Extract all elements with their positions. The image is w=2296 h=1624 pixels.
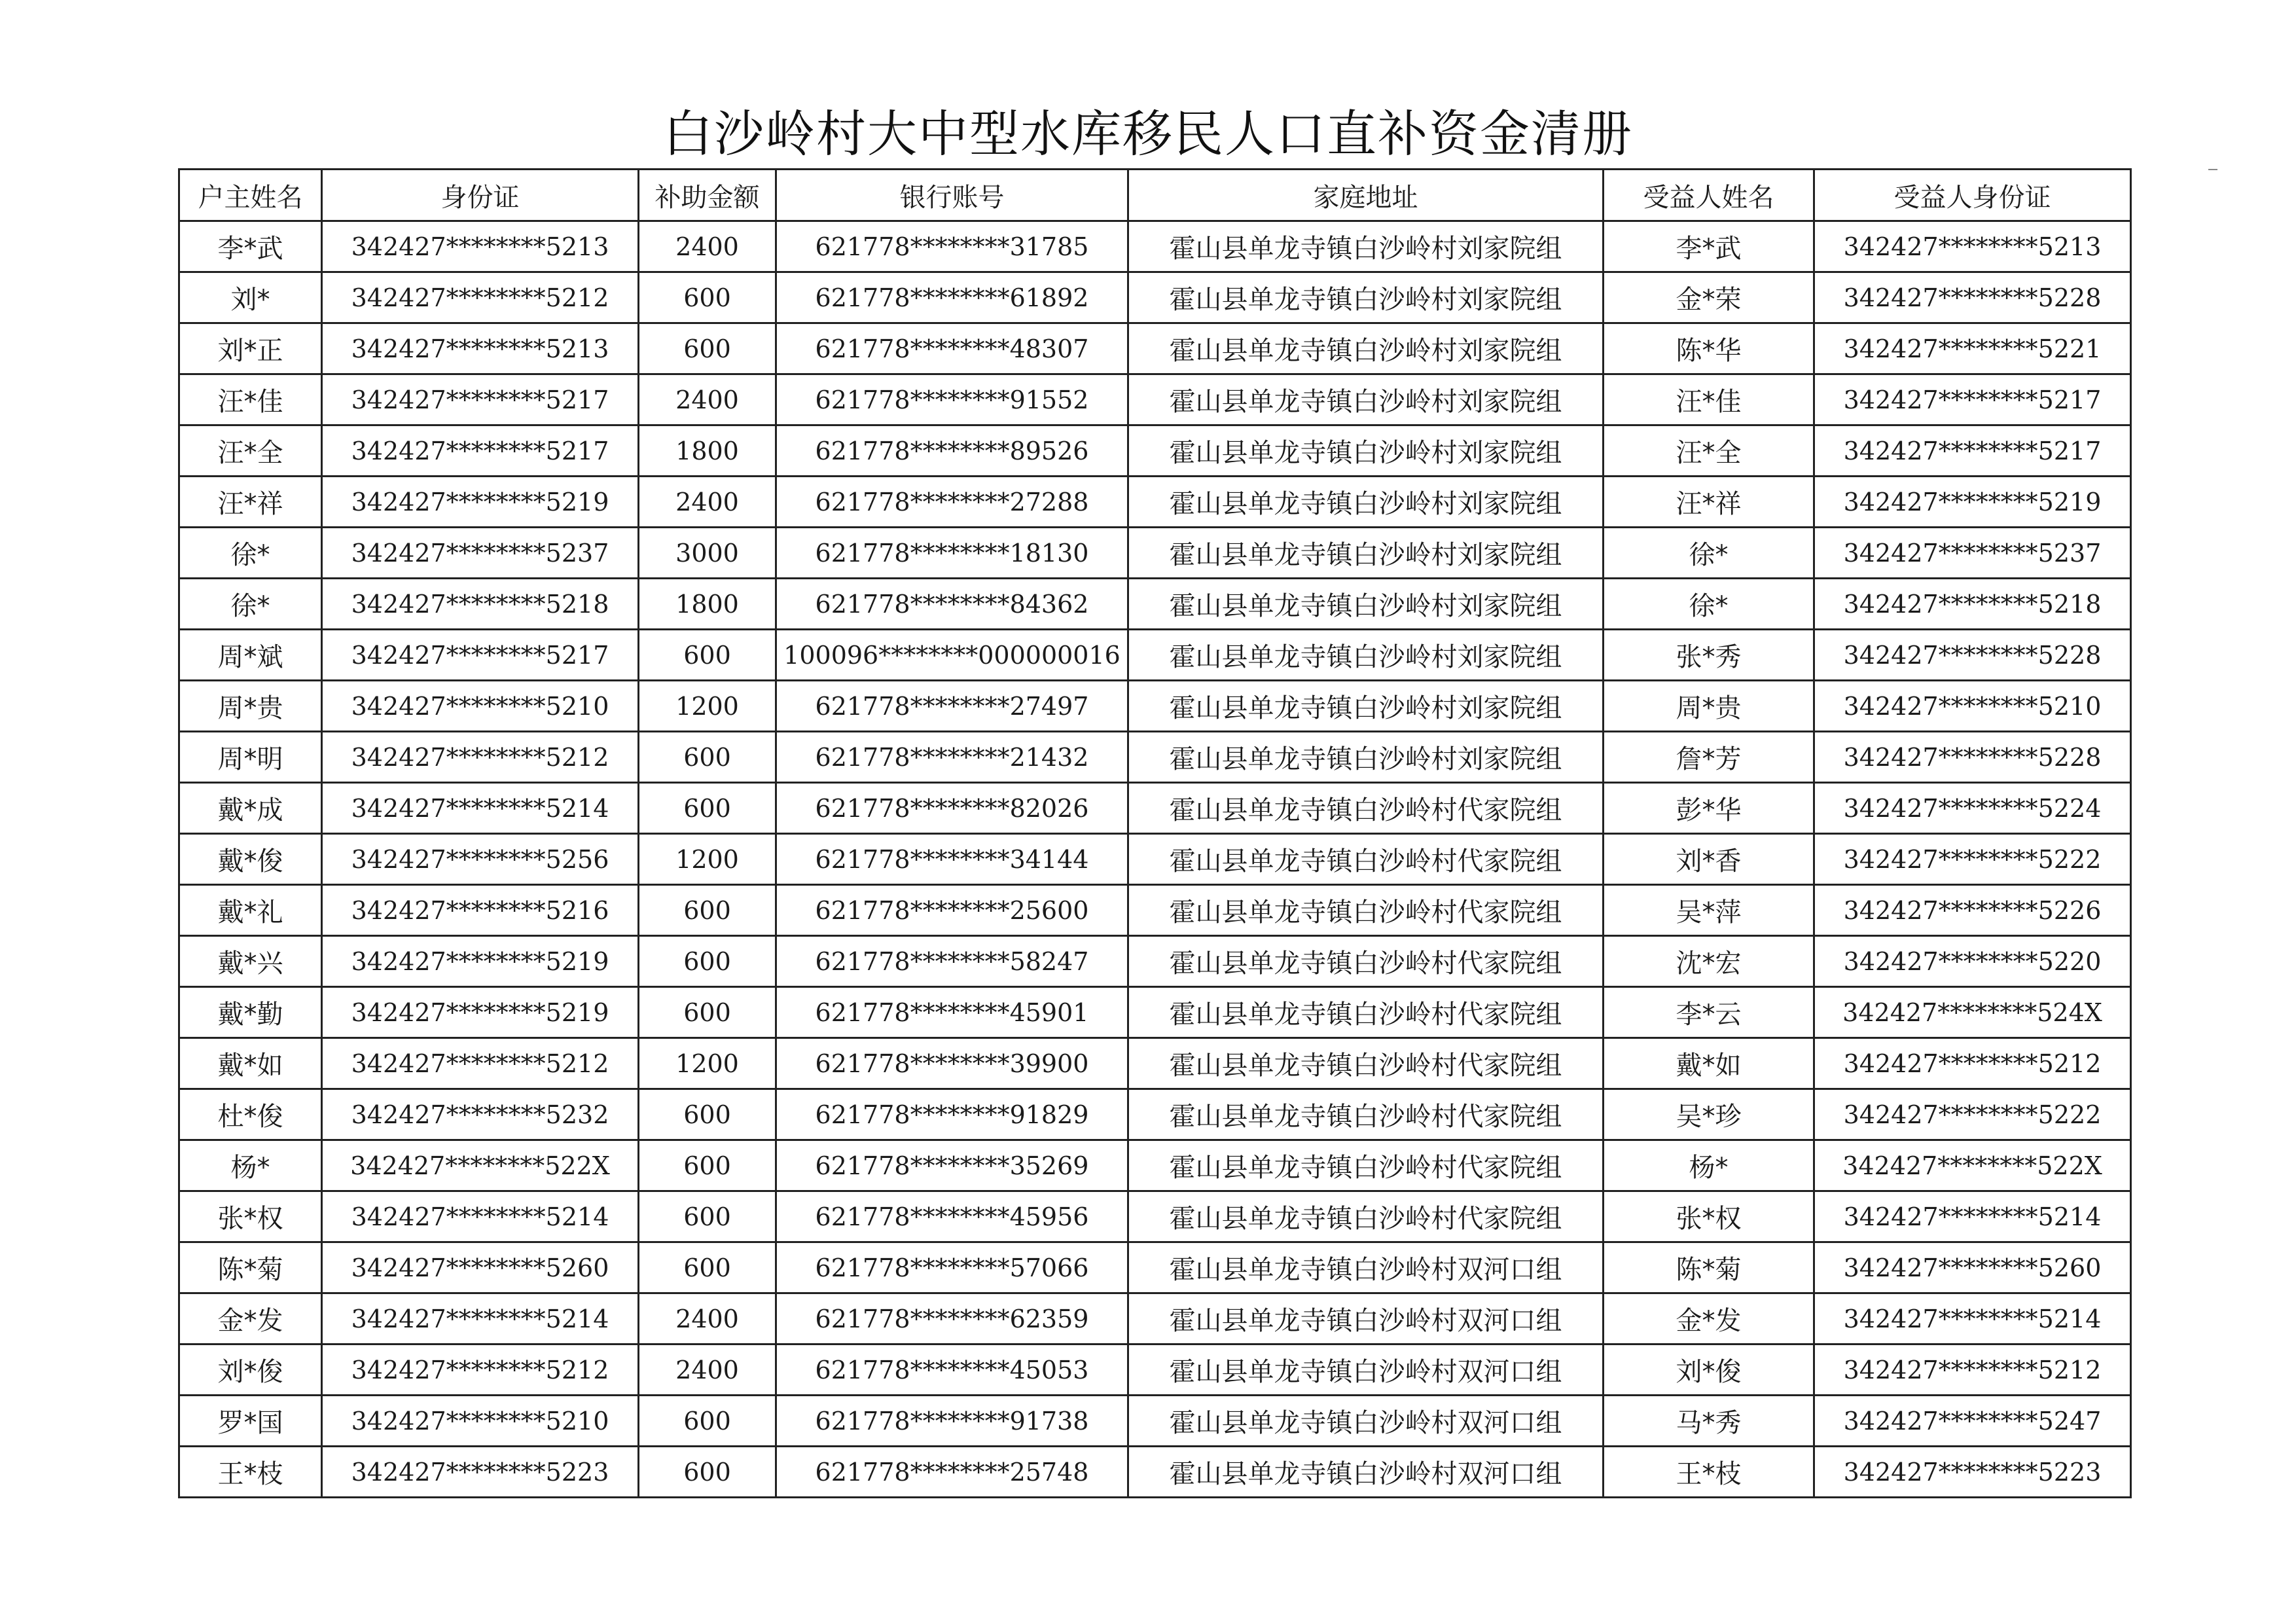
beneficiary-name-cell: 汪*祥: [1604, 477, 1814, 528]
table-row: [179, 936, 2131, 987]
id-number-cell: 342427********5212: [322, 1344, 639, 1396]
home-address-cell: 霍山县单龙寺镇白沙岭村刘家院组: [1128, 374, 1604, 425]
table-row: [179, 374, 2131, 425]
id-number-cell: 342427********5256: [322, 834, 639, 885]
table-row: [179, 1396, 2131, 1447]
beneficiary-id-cell: 342427********5220: [1814, 936, 2131, 987]
beneficiary-id-cell: 342427********5224: [1814, 783, 2131, 834]
bank-account-cell: 621778********45956: [776, 1191, 1128, 1242]
subsidy-amount-cell: 2400: [639, 221, 776, 272]
household-name-cell: 戴*俊: [179, 834, 322, 885]
home-address-cell: 霍山县单龙寺镇白沙岭村刘家院组: [1128, 425, 1604, 477]
beneficiary-id-cell: 342427********5217: [1814, 374, 2131, 425]
id-number-cell: 342427********5213: [322, 323, 639, 374]
id-number-cell: 342427********5214: [322, 783, 639, 834]
home-address-cell: 霍山县单龙寺镇白沙岭村刘家院组: [1128, 579, 1604, 630]
scan-edge-mark: [2208, 169, 2217, 170]
subsidy-amount-cell: 600: [639, 1447, 776, 1498]
beneficiary-name-cell: 汪*佳: [1604, 374, 1814, 425]
id-number-cell: 342427********5214: [322, 1293, 639, 1344]
beneficiary-id-cell: 342427********5218: [1814, 579, 2131, 630]
bank-account-cell: 621778********91552: [776, 374, 1128, 425]
bank-account-cell: 621778********58247: [776, 936, 1128, 987]
beneficiary-id-cell: 342427********5222: [1814, 834, 2131, 885]
table-row: [179, 579, 2131, 630]
bank-account-cell: 621778********82026: [776, 783, 1128, 834]
home-address-cell: 霍山县单龙寺镇白沙岭村代家院组: [1128, 834, 1604, 885]
id-number-cell: 342427********5217: [322, 425, 639, 477]
table-row: [179, 1242, 2131, 1293]
household-name-cell: 周*斌: [179, 630, 322, 681]
home-address-cell: 霍山县单龙寺镇白沙岭村刘家院组: [1128, 528, 1604, 579]
home-address-cell: 霍山县单龙寺镇白沙岭村双河口组: [1128, 1396, 1604, 1447]
home-address-cell: 霍山县单龙寺镇白沙岭村刘家院组: [1128, 323, 1604, 374]
beneficiary-id-cell: 342427********5223: [1814, 1447, 2131, 1498]
id-number-cell: 342427********5216: [322, 885, 639, 936]
subsidy-amount-cell: 2400: [639, 1293, 776, 1344]
table-row: [179, 885, 2131, 936]
home-address-cell: 霍山县单龙寺镇白沙岭村双河口组: [1128, 1447, 1604, 1498]
bank-account-cell: 621778********25600: [776, 885, 1128, 936]
beneficiary-id-cell: 342427********5219: [1814, 477, 2131, 528]
beneficiary-id-cell: 342427********5213: [1814, 221, 2131, 272]
beneficiary-id-cell: 342427********5226: [1814, 885, 2131, 936]
beneficiary-name-cell: 詹*芳: [1604, 732, 1814, 783]
beneficiary-name-cell: 杨*: [1604, 1140, 1814, 1191]
header-bank-account: 银行账号: [776, 170, 1128, 221]
household-name-cell: 金*发: [179, 1293, 322, 1344]
beneficiary-name-cell: 刘*香: [1604, 834, 1814, 885]
id-number-cell: 342427********5260: [322, 1242, 639, 1293]
table-row: [179, 1293, 2131, 1344]
beneficiary-name-cell: 沈*宏: [1604, 936, 1814, 987]
household-name-cell: 汪*全: [179, 425, 322, 477]
id-number-cell: 342427********5212: [322, 732, 639, 783]
household-name-cell: 戴*如: [179, 1038, 322, 1089]
bank-account-cell: 621778********31785: [776, 221, 1128, 272]
beneficiary-id-cell: 342427********5214: [1814, 1293, 2131, 1344]
bank-account-cell: 621778********45053: [776, 1344, 1128, 1396]
bank-account-cell: 621778********35269: [776, 1140, 1128, 1191]
beneficiary-name-cell: 张*权: [1604, 1191, 1814, 1242]
beneficiary-name-cell: 金*发: [1604, 1293, 1814, 1344]
beneficiary-name-cell: 吴*珍: [1604, 1089, 1814, 1140]
household-name-cell: 刘*: [179, 272, 322, 323]
subsidy-amount-cell: 2400: [639, 374, 776, 425]
beneficiary-name-cell: 李*云: [1604, 987, 1814, 1038]
table-row: [179, 834, 2131, 885]
beneficiary-id-cell: 342427********5212: [1814, 1038, 2131, 1089]
household-name-cell: 刘*俊: [179, 1344, 322, 1396]
beneficiary-id-cell: 342427********5228: [1814, 630, 2131, 681]
beneficiary-name-cell: 张*秀: [1604, 630, 1814, 681]
id-number-cell: 342427********5210: [322, 681, 639, 732]
subsidy-amount-cell: 600: [639, 630, 776, 681]
household-name-cell: 王*枝: [179, 1447, 322, 1498]
id-number-cell: 342427********5219: [322, 477, 639, 528]
home-address-cell: 霍山县单龙寺镇白沙岭村代家院组: [1128, 1038, 1604, 1089]
beneficiary-id-cell: 342427********5212: [1814, 1344, 2131, 1396]
household-name-cell: 周*明: [179, 732, 322, 783]
table-row: [179, 323, 2131, 374]
subsidy-amount-cell: 1800: [639, 579, 776, 630]
home-address-cell: 霍山县单龙寺镇白沙岭村代家院组: [1128, 987, 1604, 1038]
beneficiary-id-cell: 342427********5217: [1814, 425, 2131, 477]
table-row: [179, 1447, 2131, 1498]
id-number-cell: 342427********5213: [322, 221, 639, 272]
table-row: [179, 630, 2131, 681]
bank-account-cell: 621778********18130: [776, 528, 1128, 579]
beneficiary-name-cell: 王*枝: [1604, 1447, 1814, 1498]
header-home-address: 家庭地址: [1128, 170, 1604, 221]
bank-account-cell: 621778********27497: [776, 681, 1128, 732]
bank-account-cell: 621778********39900: [776, 1038, 1128, 1089]
beneficiary-name-cell: 李*武: [1604, 221, 1814, 272]
subsidy-amount-cell: 1200: [639, 1038, 776, 1089]
bank-account-cell: 621778********84362: [776, 579, 1128, 630]
bank-account-cell: 621778********25748: [776, 1447, 1128, 1498]
bank-account-cell: 621778********27288: [776, 477, 1128, 528]
household-name-cell: 戴*兴: [179, 936, 322, 987]
home-address-cell: 霍山县单龙寺镇白沙岭村刘家院组: [1128, 477, 1604, 528]
beneficiary-name-cell: 金*荣: [1604, 272, 1814, 323]
home-address-cell: 霍山县单龙寺镇白沙岭村代家院组: [1128, 936, 1604, 987]
beneficiary-name-cell: 彭*华: [1604, 783, 1814, 834]
beneficiary-id-cell: 342427********5247: [1814, 1396, 2131, 1447]
id-number-cell: 342427********5212: [322, 1038, 639, 1089]
bank-account-cell: 100096********000000016: [776, 630, 1128, 681]
subsidy-amount-cell: 600: [639, 1089, 776, 1140]
table-row: [179, 272, 2131, 323]
bank-account-cell: 621778********34144: [776, 834, 1128, 885]
roster-body: [179, 221, 2131, 1498]
home-address-cell: 霍山县单龙寺镇白沙岭村代家院组: [1128, 885, 1604, 936]
id-number-cell: 342427********5217: [322, 630, 639, 681]
household-name-cell: 罗*国: [179, 1396, 322, 1447]
id-number-cell: 342427********5218: [322, 579, 639, 630]
home-address-cell: 霍山县单龙寺镇白沙岭村刘家院组: [1128, 732, 1604, 783]
beneficiary-id-cell: 342427********522X: [1814, 1140, 2131, 1191]
home-address-cell: 霍山县单龙寺镇白沙岭村刘家院组: [1128, 681, 1604, 732]
beneficiary-id-cell: 342427********5228: [1814, 272, 2131, 323]
id-number-cell: 342427********5223: [322, 1447, 639, 1498]
household-name-cell: 徐*: [179, 528, 322, 579]
beneficiary-name-cell: 陈*华: [1604, 323, 1814, 374]
header-beneficiary-id: 受益人身份证: [1814, 170, 2131, 221]
table-row: [179, 987, 2131, 1038]
home-address-cell: 霍山县单龙寺镇白沙岭村刘家院组: [1128, 630, 1604, 681]
table-row: [179, 1038, 2131, 1089]
household-name-cell: 刘*正: [179, 323, 322, 374]
beneficiary-name-cell: 吴*萍: [1604, 885, 1814, 936]
subsidy-amount-cell: 600: [639, 323, 776, 374]
household-name-cell: 汪*佳: [179, 374, 322, 425]
bank-account-cell: 621778********45901: [776, 987, 1128, 1038]
id-number-cell: 342427********5210: [322, 1396, 639, 1447]
beneficiary-id-cell: 342427********5228: [1814, 732, 2131, 783]
bank-account-cell: 621778********89526: [776, 425, 1128, 477]
table-row: [179, 1140, 2131, 1191]
household-name-cell: 徐*: [179, 579, 322, 630]
table-row: [179, 732, 2131, 783]
beneficiary-name-cell: 陈*菊: [1604, 1242, 1814, 1293]
bank-account-cell: 621778********48307: [776, 323, 1128, 374]
beneficiary-id-cell: 342427********5260: [1814, 1242, 2131, 1293]
household-name-cell: 李*武: [179, 221, 322, 272]
table-row: [179, 1344, 2131, 1396]
beneficiary-id-cell: 342427********5237: [1814, 528, 2131, 579]
household-name-cell: 戴*礼: [179, 885, 322, 936]
table-row: [179, 1191, 2131, 1242]
subsidy-amount-cell: 600: [639, 1396, 776, 1447]
table-row: [179, 783, 2131, 834]
bank-account-cell: 621778********61892: [776, 272, 1128, 323]
household-name-cell: 陈*菊: [179, 1242, 322, 1293]
header-beneficiary-name: 受益人姓名: [1604, 170, 1814, 221]
beneficiary-name-cell: 马*秀: [1604, 1396, 1814, 1447]
id-number-cell: 342427********5212: [322, 272, 639, 323]
document-title: 白沙岭村大中型水库移民人口直补资金清册: [663, 105, 1633, 163]
beneficiary-name-cell: 徐*: [1604, 528, 1814, 579]
subsidy-amount-cell: 1200: [639, 834, 776, 885]
beneficiary-id-cell: 342427********5221: [1814, 323, 2131, 374]
beneficiary-name-cell: 汪*全: [1604, 425, 1814, 477]
subsidy-amount-cell: 1200: [639, 681, 776, 732]
header-household-name: 户主姓名: [179, 170, 322, 221]
subsidy-amount-cell: 600: [639, 732, 776, 783]
subsidy-amount-cell: 600: [639, 885, 776, 936]
table-row: [179, 528, 2131, 579]
subsidy-amount-cell: 2400: [639, 477, 776, 528]
bank-account-cell: 621778********91738: [776, 1396, 1128, 1447]
table-row: [179, 1089, 2131, 1140]
subsidy-amount-cell: 1800: [639, 425, 776, 477]
home-address-cell: 霍山县单龙寺镇白沙岭村刘家院组: [1128, 221, 1604, 272]
home-address-cell: 霍山县单龙寺镇白沙岭村代家院组: [1128, 783, 1604, 834]
beneficiary-name-cell: 徐*: [1604, 579, 1814, 630]
id-number-cell: 342427********5219: [322, 987, 639, 1038]
table-row: [179, 681, 2131, 732]
beneficiary-name-cell: 戴*如: [1604, 1038, 1814, 1089]
home-address-cell: 霍山县单龙寺镇白沙岭村代家院组: [1128, 1191, 1604, 1242]
household-name-cell: 杜*俊: [179, 1089, 322, 1140]
bank-account-cell: 621778********62359: [776, 1293, 1128, 1344]
beneficiary-id-cell: 342427********5210: [1814, 681, 2131, 732]
home-address-cell: 霍山县单龙寺镇白沙岭村双河口组: [1128, 1293, 1604, 1344]
subsidy-amount-cell: 2400: [639, 1344, 776, 1396]
beneficiary-id-cell: 342427********5222: [1814, 1089, 2131, 1140]
subsidy-amount-cell: 600: [639, 987, 776, 1038]
beneficiary-name-cell: 周*贵: [1604, 681, 1814, 732]
bank-account-cell: 621778********21432: [776, 732, 1128, 783]
table-row: [179, 477, 2131, 528]
table-row: [179, 425, 2131, 477]
header-id-number: 身份证: [322, 170, 639, 221]
household-name-cell: 张*权: [179, 1191, 322, 1242]
header-subsidy-amount: 补助金额: [639, 170, 776, 221]
subsidy-amount-cell: 600: [639, 783, 776, 834]
household-name-cell: 杨*: [179, 1140, 322, 1191]
beneficiary-name-cell: 刘*俊: [1604, 1344, 1814, 1396]
home-address-cell: 霍山县单龙寺镇白沙岭村刘家院组: [1128, 272, 1604, 323]
id-number-cell: 342427********5232: [322, 1089, 639, 1140]
subsidy-roster-table: [178, 168, 2132, 1498]
id-number-cell: 342427********5219: [322, 936, 639, 987]
subsidy-amount-cell: 600: [639, 1191, 776, 1242]
subsidy-amount-cell: 600: [639, 1242, 776, 1293]
subsidy-amount-cell: 3000: [639, 528, 776, 579]
subsidy-amount-cell: 600: [639, 1140, 776, 1191]
household-name-cell: 汪*祥: [179, 477, 322, 528]
header-row: [179, 170, 2131, 221]
household-name-cell: 周*贵: [179, 681, 322, 732]
beneficiary-id-cell: 342427********524X: [1814, 987, 2131, 1038]
bank-account-cell: 621778********57066: [776, 1242, 1128, 1293]
home-address-cell: 霍山县单龙寺镇白沙岭村双河口组: [1128, 1242, 1604, 1293]
id-number-cell: 342427********5237: [322, 528, 639, 579]
id-number-cell: 342427********5214: [322, 1191, 639, 1242]
subsidy-amount-cell: 600: [639, 936, 776, 987]
beneficiary-id-cell: 342427********5214: [1814, 1191, 2131, 1242]
subsidy-amount-cell: 600: [639, 272, 776, 323]
household-name-cell: 戴*成: [179, 783, 322, 834]
bank-account-cell: 621778********91829: [776, 1089, 1128, 1140]
household-name-cell: 戴*勤: [179, 987, 322, 1038]
table-row: [179, 221, 2131, 272]
id-number-cell: 342427********5217: [322, 374, 639, 425]
home-address-cell: 霍山县单龙寺镇白沙岭村代家院组: [1128, 1140, 1604, 1191]
home-address-cell: 霍山县单龙寺镇白沙岭村双河口组: [1128, 1344, 1604, 1396]
home-address-cell: 霍山县单龙寺镇白沙岭村代家院组: [1128, 1089, 1604, 1140]
id-number-cell: 342427********522X: [322, 1140, 639, 1191]
